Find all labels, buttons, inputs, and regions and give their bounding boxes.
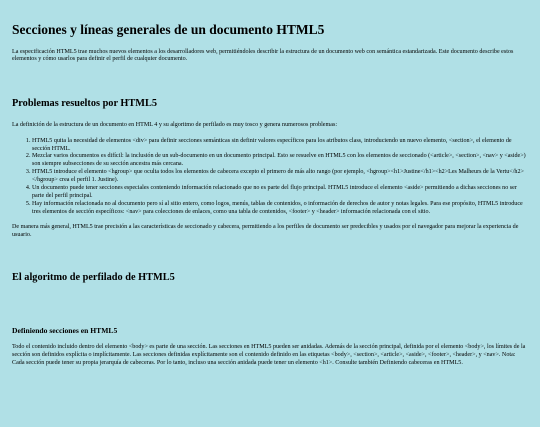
list-item: 4. Un documento puede tener secciones especiales conteniendo información relacionado que no es parte del flujo principal. HTML5 introduce el elemento <aside> permitiendo a dichas secciones no ser parte del perfil principal. [32,185,528,201]
problems-list [12,138,528,217]
page-title: Secciones y líneas generales de un documento HTML5 [12,22,325,37]
list-item: 1. HTML5 quita la necesidad de elementos <div> para definir secciones semánticas sin definir valores específicos para los atributos class, introduciendo un nuevo elemento, <section>, el elemento de sección HTML. [32,138,528,154]
list-item: 5. Hay información relacionada no al documento pero sí al sitio entero, como logos, menús, tablas de contenidos, o información de derechos de autor y notas legales. Para ese propósito, HTML5 introduce tres elementos de sección específicos: <nav> para colecciones de enlaces, como una tabla de contenidos, <footer> y <header> información relacionada con el sitio. [32,201,528,217]
defining-sections-paragraph: Todo el contenido incluido dentro del elemento <body> es parte de una sección. Las secciones en HTML5 pueden ser anidadas. Además de la sección principal, definida por el elemento <body>, los límites de la sección son definidos explícita o implícitamente. Las secciones definidas explícitamente son el contenido definido en las etiquetas <body>, <section>, <article>, <aside>, <footer>, <header>, y <nav>. Nota: Cada sección puede tener su propia jerarquía de cabeceras. Por lo tanto, incluso una sección anidada puede tener un elemento <h1>. Consulte también Definiendo cabeceras en HTML5. [12,344,526,366]
section-heading-algorithm: El algoritmo de perfilado de HTML5 [12,271,175,283]
list-item: 3. HTML5 introduce el elemento <hgroup> que oculta todos los elementos de cabecera excepto el primero de más alto rango (por ejemplo, <hgroup><h1>Justine</h1><h2>Les Malheurs de la Vertu</h2></hgroup> crea el perfil 1. Justine). [32,169,528,185]
document-page [0,22,540,368]
section-heading-problems: Problemas resueltos por HTML5 [12,98,158,110]
problems-lead-paragraph: La definición de la estructura de un documento en HTML 4 y su algoritmo de perfilado es muy tosco y genera numerosos problemas: [12,121,338,128]
problems-closing-paragraph: De manera más general, HTML5 trae precisión a las características de seccionado y cabecera, permitiendo a los perfiles de documento ser predecibles y usados por el navegador para mejorar la experiencia de usuario. [12,223,519,238]
list-item: 2. Mezclar varios documentos es difícil: la inclusión de un sub-documento en un documento principal. Esto se resuelve en HTML5 con los elementos de seccionado (<article>, <section>, <nav> y <aside>) son siempre subsecciones de su sección ancestra más cercana. [32,153,528,169]
subsection-heading-defining-sections: Definiendo secciones en HTML5 [12,326,118,336]
intro-paragraph: La especificación HTML5 trae muchos nuevos elementos a los desarrolladores web, permitiéndoles describir la estructura de un documento web con semántica estandarizada. Este documento describe estos elementos y cómo usarlos para definir el perfil de cualquier documento. [12,48,514,63]
